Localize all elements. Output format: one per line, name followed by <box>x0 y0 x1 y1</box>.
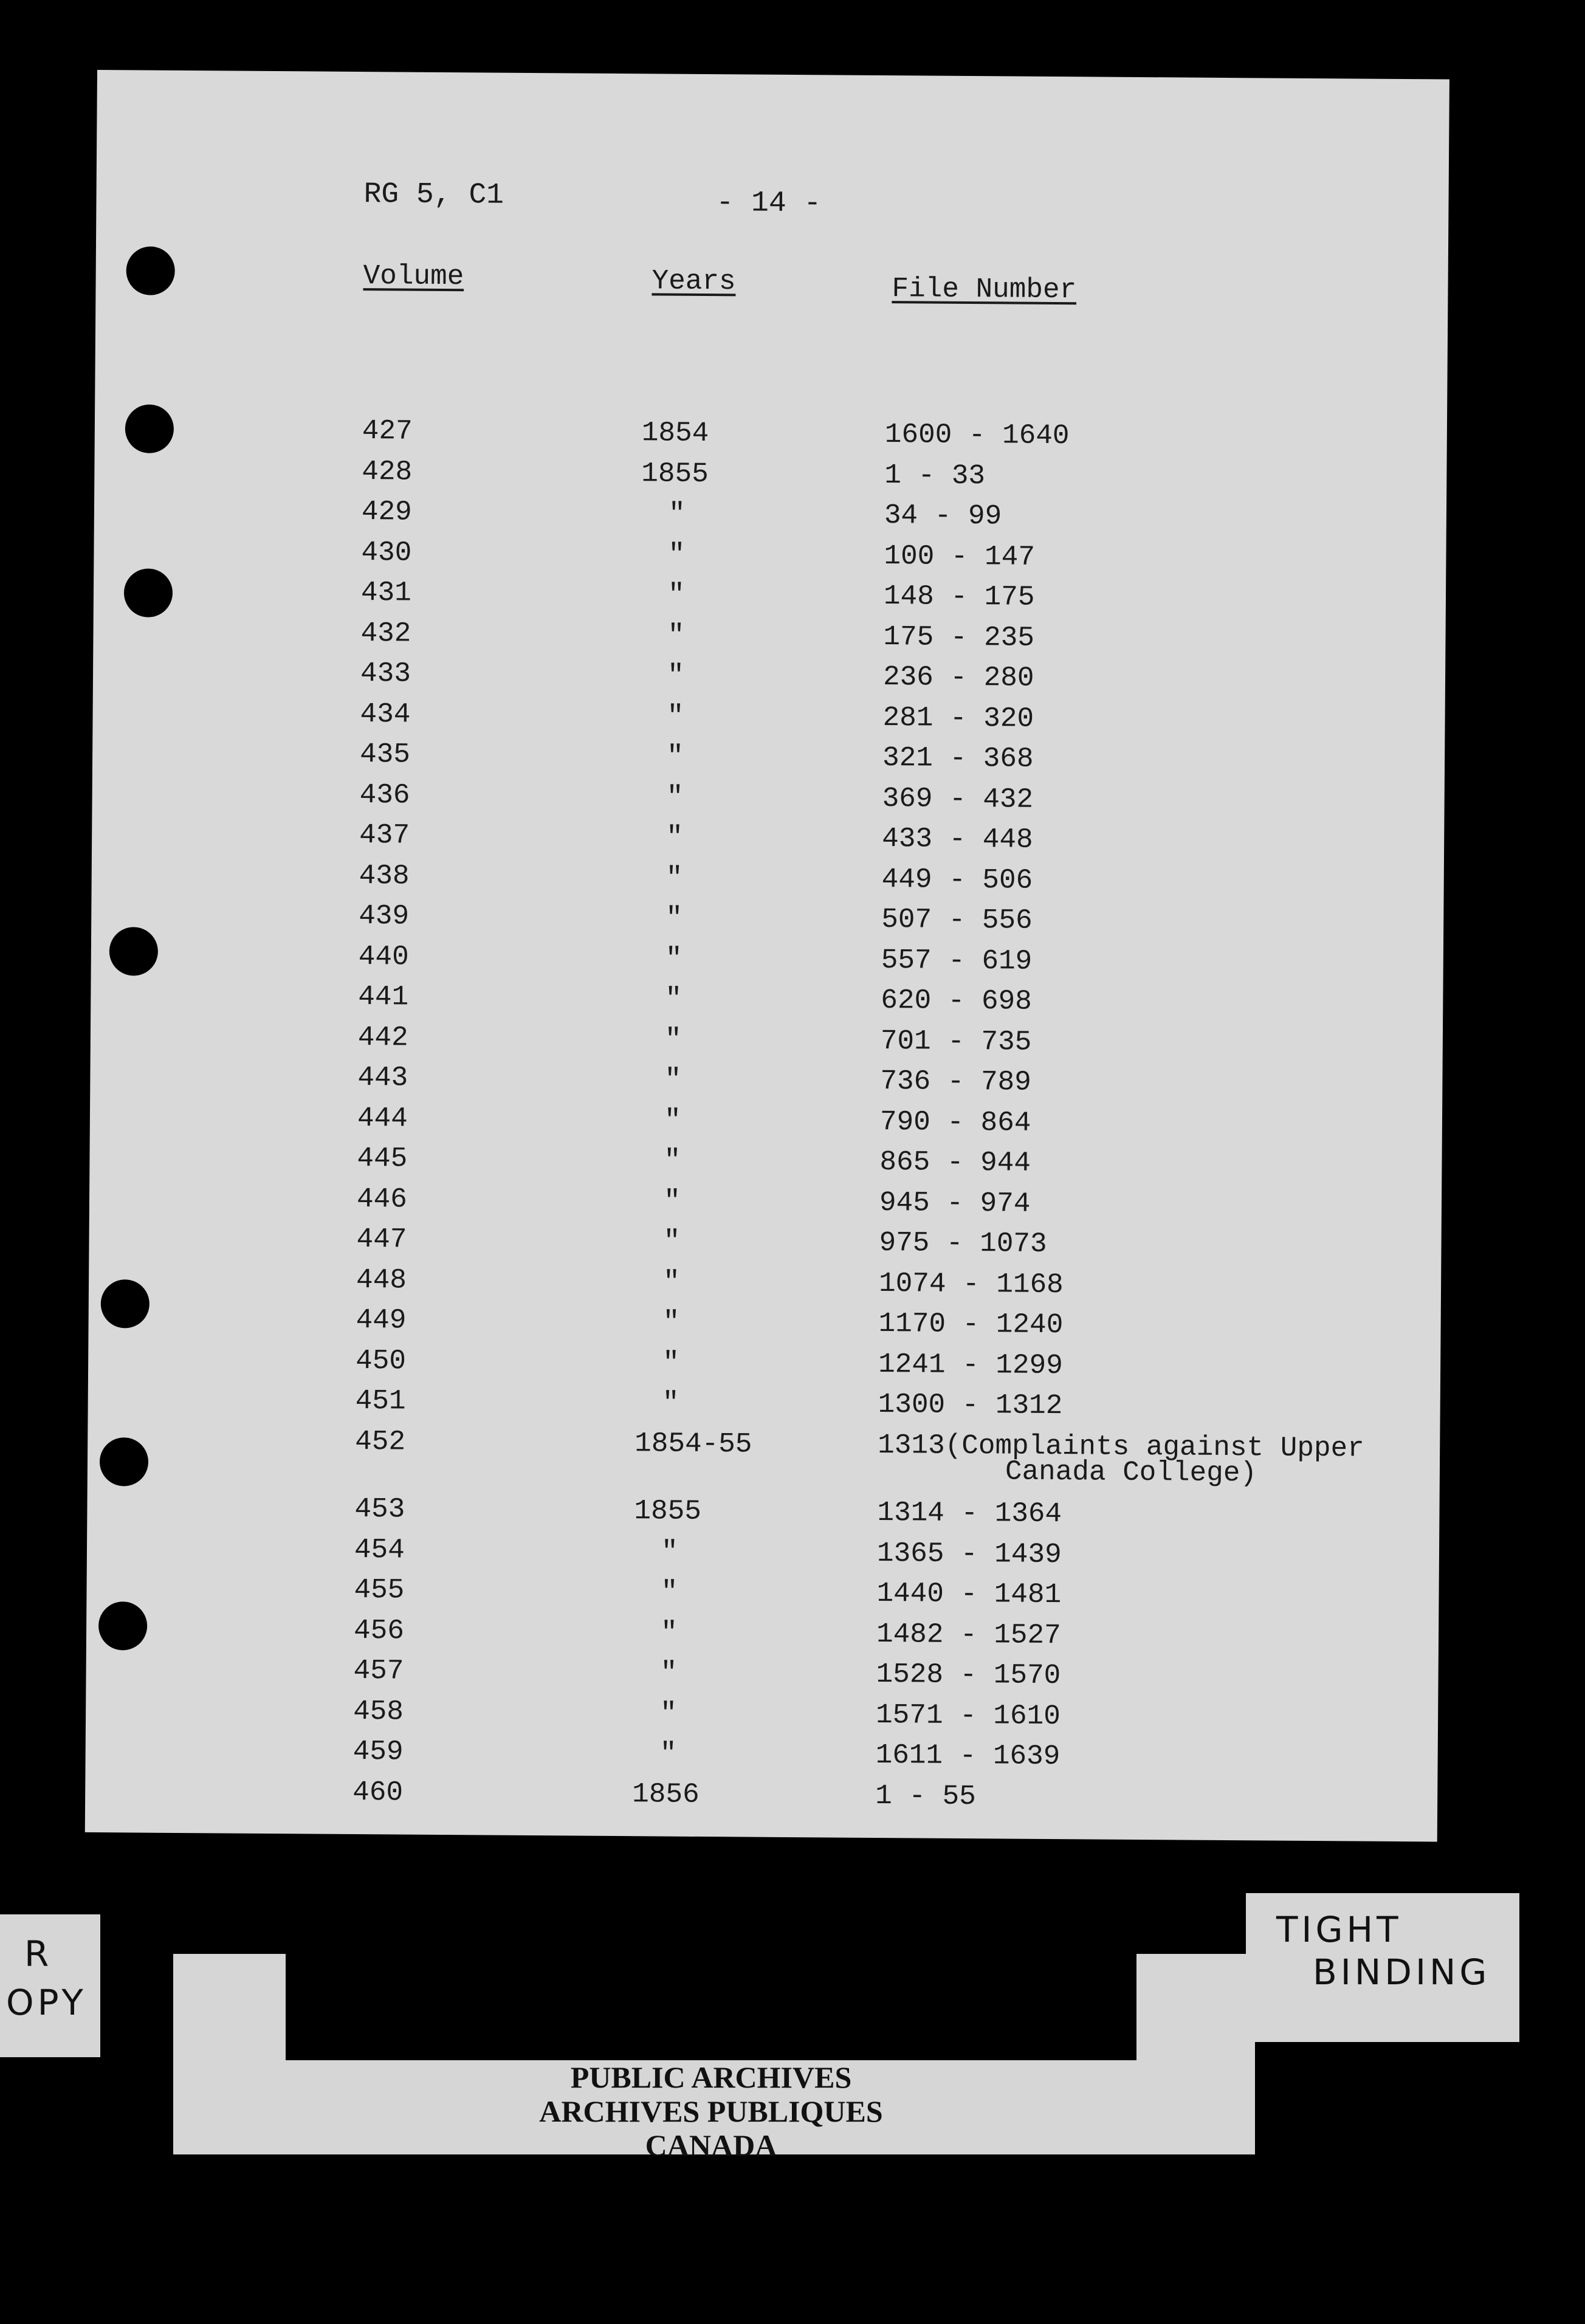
table-row <box>88 1342 1440 1389</box>
years-cell: " <box>661 1536 678 1568</box>
volume-cell: 444 <box>357 1102 408 1135</box>
years-cell: " <box>662 1306 680 1338</box>
file-number-cell: 1482 - 1527 <box>876 1618 1061 1651</box>
archives-stamp <box>498 2060 924 2162</box>
file-number-cell: 1300 - 1312 <box>878 1389 1063 1422</box>
years-cell: " <box>660 1617 678 1649</box>
table-row <box>87 1532 1439 1578</box>
volume-cell: 443 <box>357 1062 408 1094</box>
volume-cell: 439 <box>359 900 410 932</box>
column-header-volume: Volume <box>363 260 464 293</box>
table-row <box>85 1774 1437 1820</box>
years-cell: " <box>662 1347 679 1379</box>
table-row <box>92 696 1445 742</box>
file-number-cell: 736 - 789 <box>880 1065 1032 1098</box>
file-number-cell: 975 - 1073 <box>879 1227 1047 1260</box>
years-cell: " <box>668 498 686 530</box>
years-cell: " <box>661 1576 678 1608</box>
years-cell: " <box>662 1266 680 1298</box>
volume-cell: 451 <box>355 1385 406 1417</box>
table-row <box>88 1383 1440 1429</box>
volume-cell: 430 <box>361 536 412 569</box>
table-row <box>94 575 1446 621</box>
file-number-cell: 790 - 864 <box>879 1105 1031 1139</box>
file-number-cell: 1440 - 1481 <box>876 1578 1062 1611</box>
table-row <box>94 494 1446 540</box>
volume-cell: 448 <box>356 1263 407 1296</box>
volume-cell: 452 <box>355 1425 406 1458</box>
table-row <box>90 1060 1442 1106</box>
file-number-cell: 1074 - 1168 <box>878 1267 1064 1301</box>
volume-cell: 428 <box>362 455 413 488</box>
volume-cell: 455 <box>354 1574 405 1606</box>
table-row <box>91 938 1443 985</box>
years-cell: " <box>666 740 684 772</box>
years-cell: " <box>667 700 684 732</box>
file-number-cell: 1528 - 1570 <box>876 1659 1061 1692</box>
document-page <box>85 70 1449 1841</box>
tight-binding-note <box>1276 1908 1490 1993</box>
table-row <box>88 1302 1440 1349</box>
years-cell: " <box>667 579 685 611</box>
years-cell: 1856 <box>632 1778 700 1810</box>
note-line: BINDING <box>1313 1951 1491 1993</box>
table-row <box>93 656 1445 702</box>
years-cell: " <box>666 781 684 813</box>
years-cell: 1854-55 <box>634 1427 752 1460</box>
years-cell: " <box>663 1185 681 1217</box>
years-cell: " <box>662 1387 679 1419</box>
column-header-file-number: File Number <box>892 273 1077 306</box>
file-number-cell: 100 - 147 <box>884 540 1036 573</box>
table-row <box>87 1491 1439 1538</box>
volume-cell: 447 <box>356 1223 407 1256</box>
table-row <box>86 1693 1438 1739</box>
file-number-cell: 148 - 175 <box>883 580 1035 613</box>
record-group-reference: RG 5, C1 <box>363 178 504 212</box>
file-number-cell: 1314 - 1364 <box>877 1497 1062 1530</box>
file-number-cell: 620 - 698 <box>881 985 1032 1017</box>
volume-cell: 456 <box>353 1614 405 1647</box>
file-number-cell: 449 - 506 <box>881 863 1033 896</box>
table-row <box>92 777 1444 823</box>
volume-cell: 440 <box>358 940 409 973</box>
table-row <box>89 1262 1441 1308</box>
volume-cell: 442 <box>357 1021 408 1054</box>
volume-cell: 453 <box>354 1493 405 1525</box>
table-row <box>91 898 1443 944</box>
file-number-cell: 557 - 619 <box>881 944 1033 977</box>
years-cell: " <box>664 1144 681 1177</box>
volume-cell: 437 <box>359 819 410 851</box>
table-row <box>90 1100 1442 1146</box>
file-number-cell: 865 - 944 <box>879 1146 1031 1179</box>
volume-cell: 459 <box>352 1736 404 1768</box>
table-row <box>91 1019 1443 1065</box>
years-cell: " <box>665 943 682 975</box>
volume-cell: 433 <box>360 658 411 690</box>
years-cell: " <box>659 1738 677 1770</box>
years-cell: 1855 <box>634 1495 702 1527</box>
file-number-cell: 1170 - 1240 <box>878 1308 1064 1341</box>
file-number-cell-continued: Canada College) <box>1005 1455 1257 1489</box>
file-number-cell: 1313(Complaints against Upper <box>878 1429 1364 1465</box>
note-line: OPY <box>6 1982 87 2023</box>
table-row <box>86 1572 1439 1618</box>
note-line: R <box>24 1933 53 1975</box>
stamp-line: CANADA <box>645 2128 777 2162</box>
table-row <box>86 1653 1438 1699</box>
file-number-cell: 701 - 735 <box>880 1025 1032 1058</box>
volume-cell: 432 <box>360 617 411 650</box>
note-line: TIGHT <box>1276 1909 1402 1950</box>
file-number-cell: 945 - 974 <box>879 1186 1031 1220</box>
file-number-cell: 34 - 99 <box>884 500 1002 532</box>
volume-cell: 460 <box>352 1776 404 1809</box>
file-number-cell: 175 - 235 <box>883 621 1035 654</box>
table-row <box>93 615 1445 661</box>
file-number-cell: 281 - 320 <box>882 701 1034 735</box>
years-cell: " <box>665 862 683 894</box>
file-number-cell: 1365 - 1439 <box>876 1537 1062 1570</box>
table-row <box>95 413 1447 459</box>
volume-cell: 445 <box>357 1143 408 1175</box>
file-number-cell: 1600 - 1640 <box>884 419 1070 452</box>
years-cell: " <box>663 1225 681 1257</box>
stamp-line: ARCHIVES PUBLIQUES <box>539 2094 883 2128</box>
volume-cell: 436 <box>359 779 410 811</box>
years-cell: " <box>664 1064 682 1096</box>
file-number-cell: 1 - 55 <box>875 1779 977 1812</box>
years-cell: " <box>667 619 685 651</box>
volume-cell: 449 <box>356 1304 407 1336</box>
volume-cell: 427 <box>362 415 413 447</box>
table-row <box>85 1734 1437 1780</box>
volume-cell: 429 <box>361 496 412 528</box>
years-cell: " <box>664 1104 681 1136</box>
file-number-cell: 321 - 368 <box>882 742 1034 775</box>
file-number-cell: 1611 - 1639 <box>875 1739 1061 1773</box>
years-cell: " <box>665 902 683 934</box>
years-cell: " <box>664 1023 682 1056</box>
volume-cell: 435 <box>359 738 411 771</box>
punch-hole <box>126 246 175 295</box>
volume-cell: 450 <box>356 1344 407 1377</box>
table-row <box>94 534 1446 580</box>
mount-cutout <box>286 1954 1136 2060</box>
table-row <box>89 1222 1441 1268</box>
volume-cell: 457 <box>353 1655 404 1687</box>
file-number-cell: 236 - 280 <box>882 661 1034 694</box>
volume-cell: 454 <box>354 1533 405 1566</box>
table-row <box>89 1181 1442 1227</box>
table-row <box>89 1141 1442 1187</box>
years-cell: " <box>668 538 686 571</box>
left-note <box>6 1930 87 2027</box>
volume-cell: 441 <box>358 981 409 1013</box>
years-cell: " <box>659 1697 677 1730</box>
column-header-years: Years <box>652 265 736 298</box>
file-number-cell: 1241 - 1299 <box>878 1348 1063 1381</box>
file-number-cell: 1571 - 1610 <box>875 1699 1061 1732</box>
stamp-line: PUBLIC ARCHIVES <box>570 2060 852 2094</box>
table-row <box>92 858 1444 904</box>
table-row <box>91 979 1443 1025</box>
table-row <box>92 817 1444 864</box>
volume-cell: 446 <box>356 1183 408 1215</box>
file-number-cell: 369 - 432 <box>882 782 1034 816</box>
table-row <box>94 453 1446 500</box>
years-cell: " <box>665 983 682 1015</box>
file-number-cell: 433 - 448 <box>882 823 1033 856</box>
volume-cell: 434 <box>360 698 411 731</box>
years-cell: 1854 <box>641 417 709 450</box>
volume-cell: 458 <box>352 1695 404 1728</box>
file-number-cell: 507 - 556 <box>881 904 1033 937</box>
volume-cell: 431 <box>360 577 412 609</box>
table-row <box>92 737 1445 783</box>
years-cell: " <box>666 821 683 853</box>
table-row <box>86 1612 1439 1659</box>
volume-cell: 438 <box>359 859 410 892</box>
file-number-cell: 1 - 33 <box>884 459 986 492</box>
years-cell: " <box>667 659 684 692</box>
page-number: - 14 - <box>716 187 822 221</box>
years-cell: 1855 <box>641 457 709 490</box>
years-cell: " <box>660 1657 678 1689</box>
table-row <box>88 1423 1440 1489</box>
